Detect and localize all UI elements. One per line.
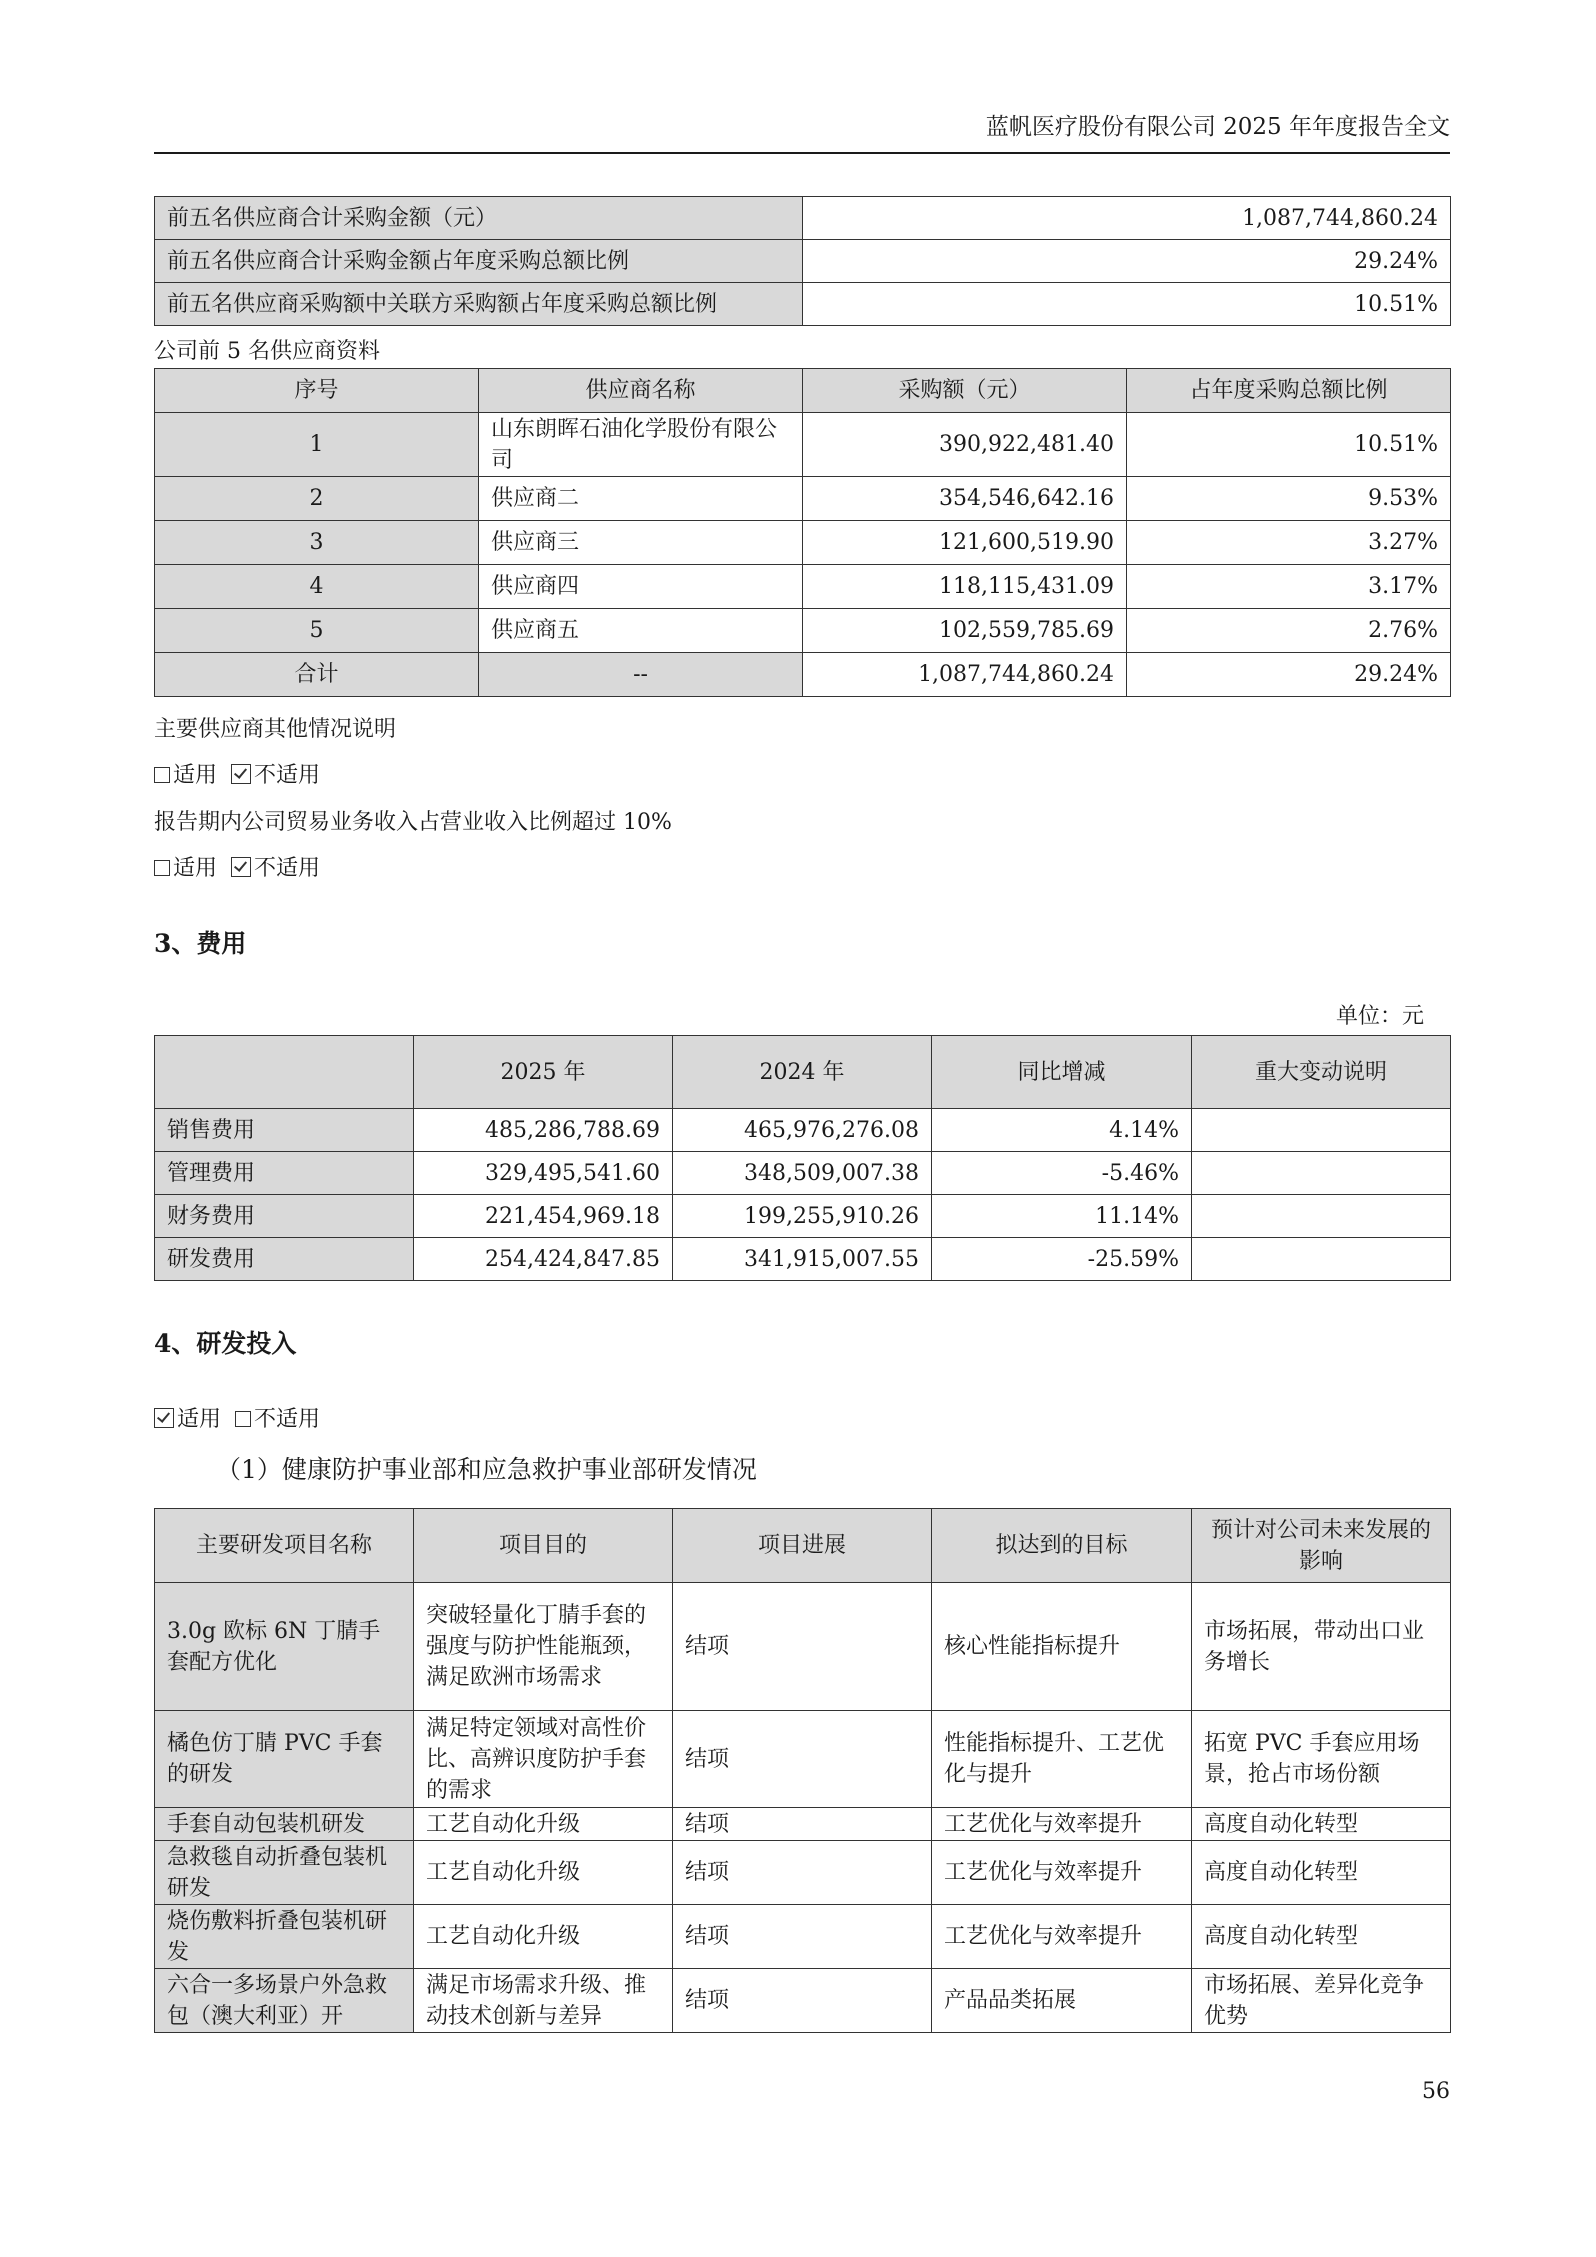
project-name: 3.0g 欧标 6N 丁腈手套配方优化	[155, 1583, 414, 1711]
table-total-row	[155, 653, 1451, 697]
purchase-ratio: 9.53%	[1127, 477, 1451, 521]
page-number: 56	[1422, 2079, 1450, 2104]
project-purpose: 工艺自动化升级	[414, 1808, 673, 1841]
table-row	[155, 609, 1451, 653]
project-impact: 市场拓展，带动出口业务增长	[1192, 1583, 1451, 1711]
project-name: 六合一多场景户外急救包（澳大利亚）开	[155, 1969, 414, 2033]
table-row	[155, 1711, 1451, 1808]
applicability-options: 适用 不适用	[154, 758, 320, 789]
purchase-amount: 390,922,481.40	[803, 413, 1127, 477]
table-row	[155, 565, 1451, 609]
expense-table	[154, 1035, 1451, 1281]
table-row	[155, 240, 1451, 283]
project-purpose: 工艺自动化升级	[414, 1841, 673, 1905]
project-name: 橘色仿丁腈 PVC 手套的研发	[155, 1711, 414, 1808]
project-goal: 核心性能指标提升	[932, 1583, 1192, 1711]
summary-value: 29.24%	[803, 240, 1451, 283]
yoy-change: 4.14%	[932, 1109, 1192, 1152]
column-header: 供应商名称	[479, 369, 803, 413]
supplier-name: 山东朗晖石油化学股份有限公司	[479, 413, 803, 477]
summary-value: 10.51%	[803, 283, 1451, 326]
value-2024: 465,976,276.08	[673, 1109, 932, 1152]
change-note	[1192, 1109, 1451, 1152]
supplier-name: 供应商三	[479, 521, 803, 565]
table-row	[155, 1969, 1451, 2033]
column-header: 项目进展	[673, 1509, 932, 1583]
purchase-ratio: 10.51%	[1127, 413, 1451, 477]
table-row	[155, 1195, 1451, 1238]
column-header: 同比增减	[932, 1036, 1192, 1109]
project-goal: 产品品类拓展	[932, 1969, 1192, 2033]
unchecked-box-icon	[154, 860, 170, 876]
total-name: --	[479, 653, 803, 697]
supplier-name: 供应商二	[479, 477, 803, 521]
applicability-options: 适用 不适用	[154, 851, 320, 882]
project-goal: 性能指标提升、工艺优化与提升	[932, 1711, 1192, 1808]
header-divider	[154, 152, 1450, 154]
purchase-ratio: 2.76%	[1127, 609, 1451, 653]
project-progress: 结项	[673, 1583, 932, 1711]
expense-item: 研发费用	[155, 1238, 414, 1281]
value-2025: 329,495,541.60	[414, 1152, 673, 1195]
column-header	[155, 1036, 414, 1109]
column-header: 序号	[155, 369, 479, 413]
applicability-options: 适用 不适用	[154, 1402, 320, 1433]
table-row	[155, 1808, 1451, 1841]
checked-box-icon	[231, 764, 251, 784]
table-row	[155, 1841, 1451, 1905]
value-2025: 485,286,788.69	[414, 1109, 673, 1152]
project-progress: 结项	[673, 1841, 932, 1905]
purchase-amount: 121,600,519.90	[803, 521, 1127, 565]
column-header: 占年度采购总额比例	[1127, 369, 1451, 413]
yoy-change: -25.59%	[932, 1238, 1192, 1281]
column-header: 预计对公司未来发展的影响	[1192, 1509, 1451, 1583]
value-2024: 341,915,007.55	[673, 1238, 932, 1281]
total-ratio: 29.24%	[1127, 653, 1451, 697]
summary-label: 前五名供应商合计采购金额占年度采购总额比例	[155, 240, 803, 283]
table-row	[155, 1583, 1451, 1711]
supplier-name: 供应商五	[479, 609, 803, 653]
value-2024: 199,255,910.26	[673, 1195, 932, 1238]
table-row	[155, 1905, 1451, 1969]
project-purpose: 突破轻量化丁腈手套的强度与防护性能瓶颈，满足欧洲市场需求	[414, 1583, 673, 1711]
project-impact: 高度自动化转型	[1192, 1808, 1451, 1841]
row-number: 2	[155, 477, 479, 521]
summary-label: 前五名供应商合计采购金额（元）	[155, 197, 803, 240]
purchase-amount: 118,115,431.09	[803, 565, 1127, 609]
project-progress: 结项	[673, 1711, 932, 1808]
purchase-amount: 102,559,785.69	[803, 609, 1127, 653]
unit-label: 单位：元	[1335, 1004, 1424, 1029]
value-2025: 221,454,969.18	[414, 1195, 673, 1238]
column-header: 项目目的	[414, 1509, 673, 1583]
table-row	[155, 197, 1451, 240]
subsection-title: （1）健康防护事业部和应急救护事业部研发情况	[216, 1455, 757, 1484]
purchase-ratio: 3.17%	[1127, 565, 1451, 609]
table-row	[155, 1109, 1451, 1152]
page-header: 蓝帆医疗股份有限公司 2025 年年度报告全文	[985, 114, 1450, 140]
expense-item: 销售费用	[155, 1109, 414, 1152]
project-name: 烧伤敷料折叠包装机研发	[155, 1905, 414, 1969]
purchase-amount: 354,546,642.16	[803, 477, 1127, 521]
table-row	[155, 1238, 1451, 1281]
row-number: 4	[155, 565, 479, 609]
expense-item: 管理费用	[155, 1152, 414, 1195]
change-note	[1192, 1195, 1451, 1238]
supplier-name: 供应商四	[479, 565, 803, 609]
project-purpose: 工艺自动化升级	[414, 1905, 673, 1969]
change-note	[1192, 1238, 1451, 1281]
section-title: 3、费用	[154, 929, 247, 958]
yoy-change: 11.14%	[932, 1195, 1192, 1238]
project-progress: 结项	[673, 1808, 932, 1841]
value-2025: 254,424,847.85	[414, 1238, 673, 1281]
project-goal: 工艺优化与效率提升	[932, 1905, 1192, 1969]
project-name: 急救毯自动折叠包装机研发	[155, 1841, 414, 1905]
expense-item: 财务费用	[155, 1195, 414, 1238]
project-impact: 高度自动化转型	[1192, 1841, 1451, 1905]
table-header-row	[155, 369, 1451, 413]
note-supplier-other: 主要供应商其他情况说明	[154, 717, 397, 742]
table-header-row	[155, 1509, 1451, 1583]
section-title: 4、研发投入	[154, 1329, 297, 1358]
project-impact: 市场拓展、差异化竞争优势	[1192, 1969, 1451, 2033]
column-header: 重大变动说明	[1192, 1036, 1451, 1109]
project-impact: 高度自动化转型	[1192, 1905, 1451, 1969]
supplier-table	[154, 368, 1451, 697]
value-2024: 348,509,007.38	[673, 1152, 932, 1195]
summary-value: 1,087,744,860.24	[803, 197, 1451, 240]
column-header: 采购额（元）	[803, 369, 1127, 413]
total-label: 合计	[155, 653, 479, 697]
column-header: 主要研发项目名称	[155, 1509, 414, 1583]
table-row	[155, 1152, 1451, 1195]
unchecked-box-icon	[235, 1411, 251, 1427]
change-note	[1192, 1152, 1451, 1195]
project-impact: 拓宽 PVC 手套应用场景，抢占市场份额	[1192, 1711, 1451, 1808]
total-amount: 1,087,744,860.24	[803, 653, 1127, 697]
supplier-caption: 公司前 5 名供应商资料	[154, 339, 380, 364]
project-purpose: 满足市场需求升级、推动技术创新与差异	[414, 1969, 673, 2033]
supplier-summary-table	[154, 196, 1451, 326]
row-number: 1	[155, 413, 479, 477]
summary-label: 前五名供应商采购额中关联方采购额占年度采购总额比例	[155, 283, 803, 326]
rd-projects-table	[154, 1508, 1451, 2033]
project-goal: 工艺优化与效率提升	[932, 1808, 1192, 1841]
table-row	[155, 521, 1451, 565]
note-trade-income: 报告期内公司贸易业务收入占营业收入比例超过 10%	[154, 810, 672, 835]
column-header: 2025 年	[414, 1036, 673, 1109]
project-progress: 结项	[673, 1905, 932, 1969]
row-number: 3	[155, 521, 479, 565]
checked-box-icon	[154, 1408, 174, 1428]
project-progress: 结项	[673, 1969, 932, 2033]
unchecked-box-icon	[154, 767, 170, 783]
table-row	[155, 413, 1451, 477]
table-header-row	[155, 1036, 1451, 1109]
row-number: 5	[155, 609, 479, 653]
column-header: 拟达到的目标	[932, 1509, 1192, 1583]
column-header: 2024 年	[673, 1036, 932, 1109]
table-row	[155, 477, 1451, 521]
yoy-change: -5.46%	[932, 1152, 1192, 1195]
project-purpose: 满足特定领域对高性价比、高辨识度防护手套的需求	[414, 1711, 673, 1808]
purchase-ratio: 3.27%	[1127, 521, 1451, 565]
project-goal: 工艺优化与效率提升	[932, 1841, 1192, 1905]
project-name: 手套自动包装机研发	[155, 1808, 414, 1841]
table-row	[155, 283, 1451, 326]
checked-box-icon	[231, 857, 251, 877]
